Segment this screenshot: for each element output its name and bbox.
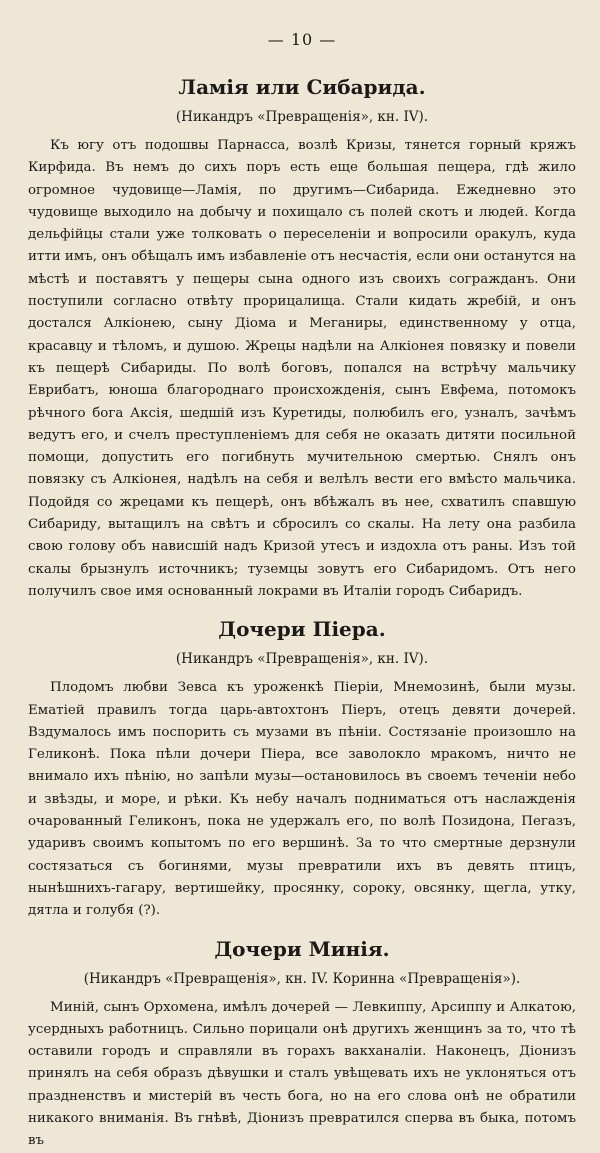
section-text: Плодомъ любви Зевса къ уроженкѣ Піеріи, Мнемозинѣ, были музы. Ематіей правилъ тогда царь-автохтонъ Піеръ, отецъ девяти дочерей. Вздумалось имъ поспорить съ музами въ пѣніи. Состязаніе произошло на Геликонѣ. Пока пѣли дочери Піера, все заволокло мракомъ, ничто не внимало ихъ пѣнію, но запѣли музы—остановилось въ своемъ теченіи небо и звѣзды, и море, и рѣки. Къ небу началъ подниматься отъ наслажденія очарованный Геликонъ, пока не удержалъ его, по волѣ Позидона, Пегазъ, ударивъ своимъ копытомъ по его вершинѣ. За то что смертные дерзнули состязаться съ богинями, музы превратили ихъ въ девять птицъ, нынѣшнихъ-гагару, вертишейку, просянку, сороку, овсянку, щегла, утку, дятла и голубя (?).: [28, 680, 576, 919]
section-source: (Никандръ «Превращенія», кн. IV. Коринна «Превращенія»).: [83, 970, 521, 987]
section-source: (Никандръ «Превращенія», кн. IV).: [175, 651, 429, 668]
section-pieridae: [28, 617, 576, 922]
page-number: — 10 —: [267, 30, 337, 49]
section-minyades: [28, 937, 576, 1153]
section-title: Ламія или Сибарида.: [178, 75, 426, 99]
section-title: Дочери Піера.: [218, 617, 386, 642]
section-title: Дочери Минія.: [214, 936, 390, 961]
section-source: (Никандръ «Превращенія», кн. IV).: [175, 109, 429, 125]
section-text: Къ югу отъ подошвы Парнасса, возлѣ Кризы, тянется горный кряжъ Кирфида. Въ немъ до сихъ поръ есть еще большая пещера, гдѣ жило огромное чудовище—Ламія, по другимъ—Сибарида. Ежедневно это чудовище выходило на добычу и похищало съ полей скотъ и людей. Когда дельфійцы стали уже толковать о переселеніи и вопросили оракулъ, куда итти имъ, онъ обѣщалъ имъ избавленіе отъ несчастія, если они останутся на мѣстѣ и поставятъ у пещеры сына одного изъ своихъ согражданъ. Они поступили согласно отвѣту прорицалища. Стали кидать жребій, и онъ достался Алкіонею, сыну Діома и Меганиры, единственному у отца, красавцу и тѣломъ, и душою. Жрецы надѣли на Алкіонея повязку и повели къ пещерѣ Сибариды. По волѣ боговъ, попался на встрѣчу мальчику Еврибатъ, юноша благороднаго происхожденія, сынъ Евфема, потомокъ рѣчного бога Аксія, шедшій изъ Куретиды, полюбилъ его, узналъ, зачѣмъ ведутъ его, и счелъ преступленіемъ для себя не оказать дитяти посильной помощи, допустить его погибнуть мучительною смертью. Снялъ онъ повязку съ Алкіонея, надѣлъ на себя и велѣлъ вести его вмѣсто мальчика. Подойдя со жрецами къ пещерѣ, онъ вбѣжалъ въ нее, схватилъ спавшую Сибариду, вытащилъ на свѣтъ и сбросилъ со скалы. На лету она разбила свою голову объ нависшій надъ Кризой утесъ и издохла отъ раны. Изъ той скалы брызнулъ источникъ; туземцы зовутъ его Сибаридомъ. Отъ него получилъ свое имя основанный локрами въ Италіи городъ Сибаридъ.: [28, 138, 576, 599]
section-text: Миній, сынъ Орхомена, имѣлъ дочерей — Левкиппу, Арсиппу и Алкатою, усердныхъ работницъ. Сильно порицали онѣ другихъ женщинъ за то, что тѣ оставили городъ и справляли въ горахъ вакханаліи. Наконецъ, Діонизъ принялъ на себя образъ дѣвушки и сталъ увѣщевать ихъ не уклоняться отъ праздненствъ и мистерій въ честь бога, но на его слова онѣ не обратили никакого вниманія. Въ гнѣвѣ, Діонизъ превратился сперва въ быка, потомъ въ: [28, 999, 576, 1149]
section-lamia: [28, 75, 576, 603]
